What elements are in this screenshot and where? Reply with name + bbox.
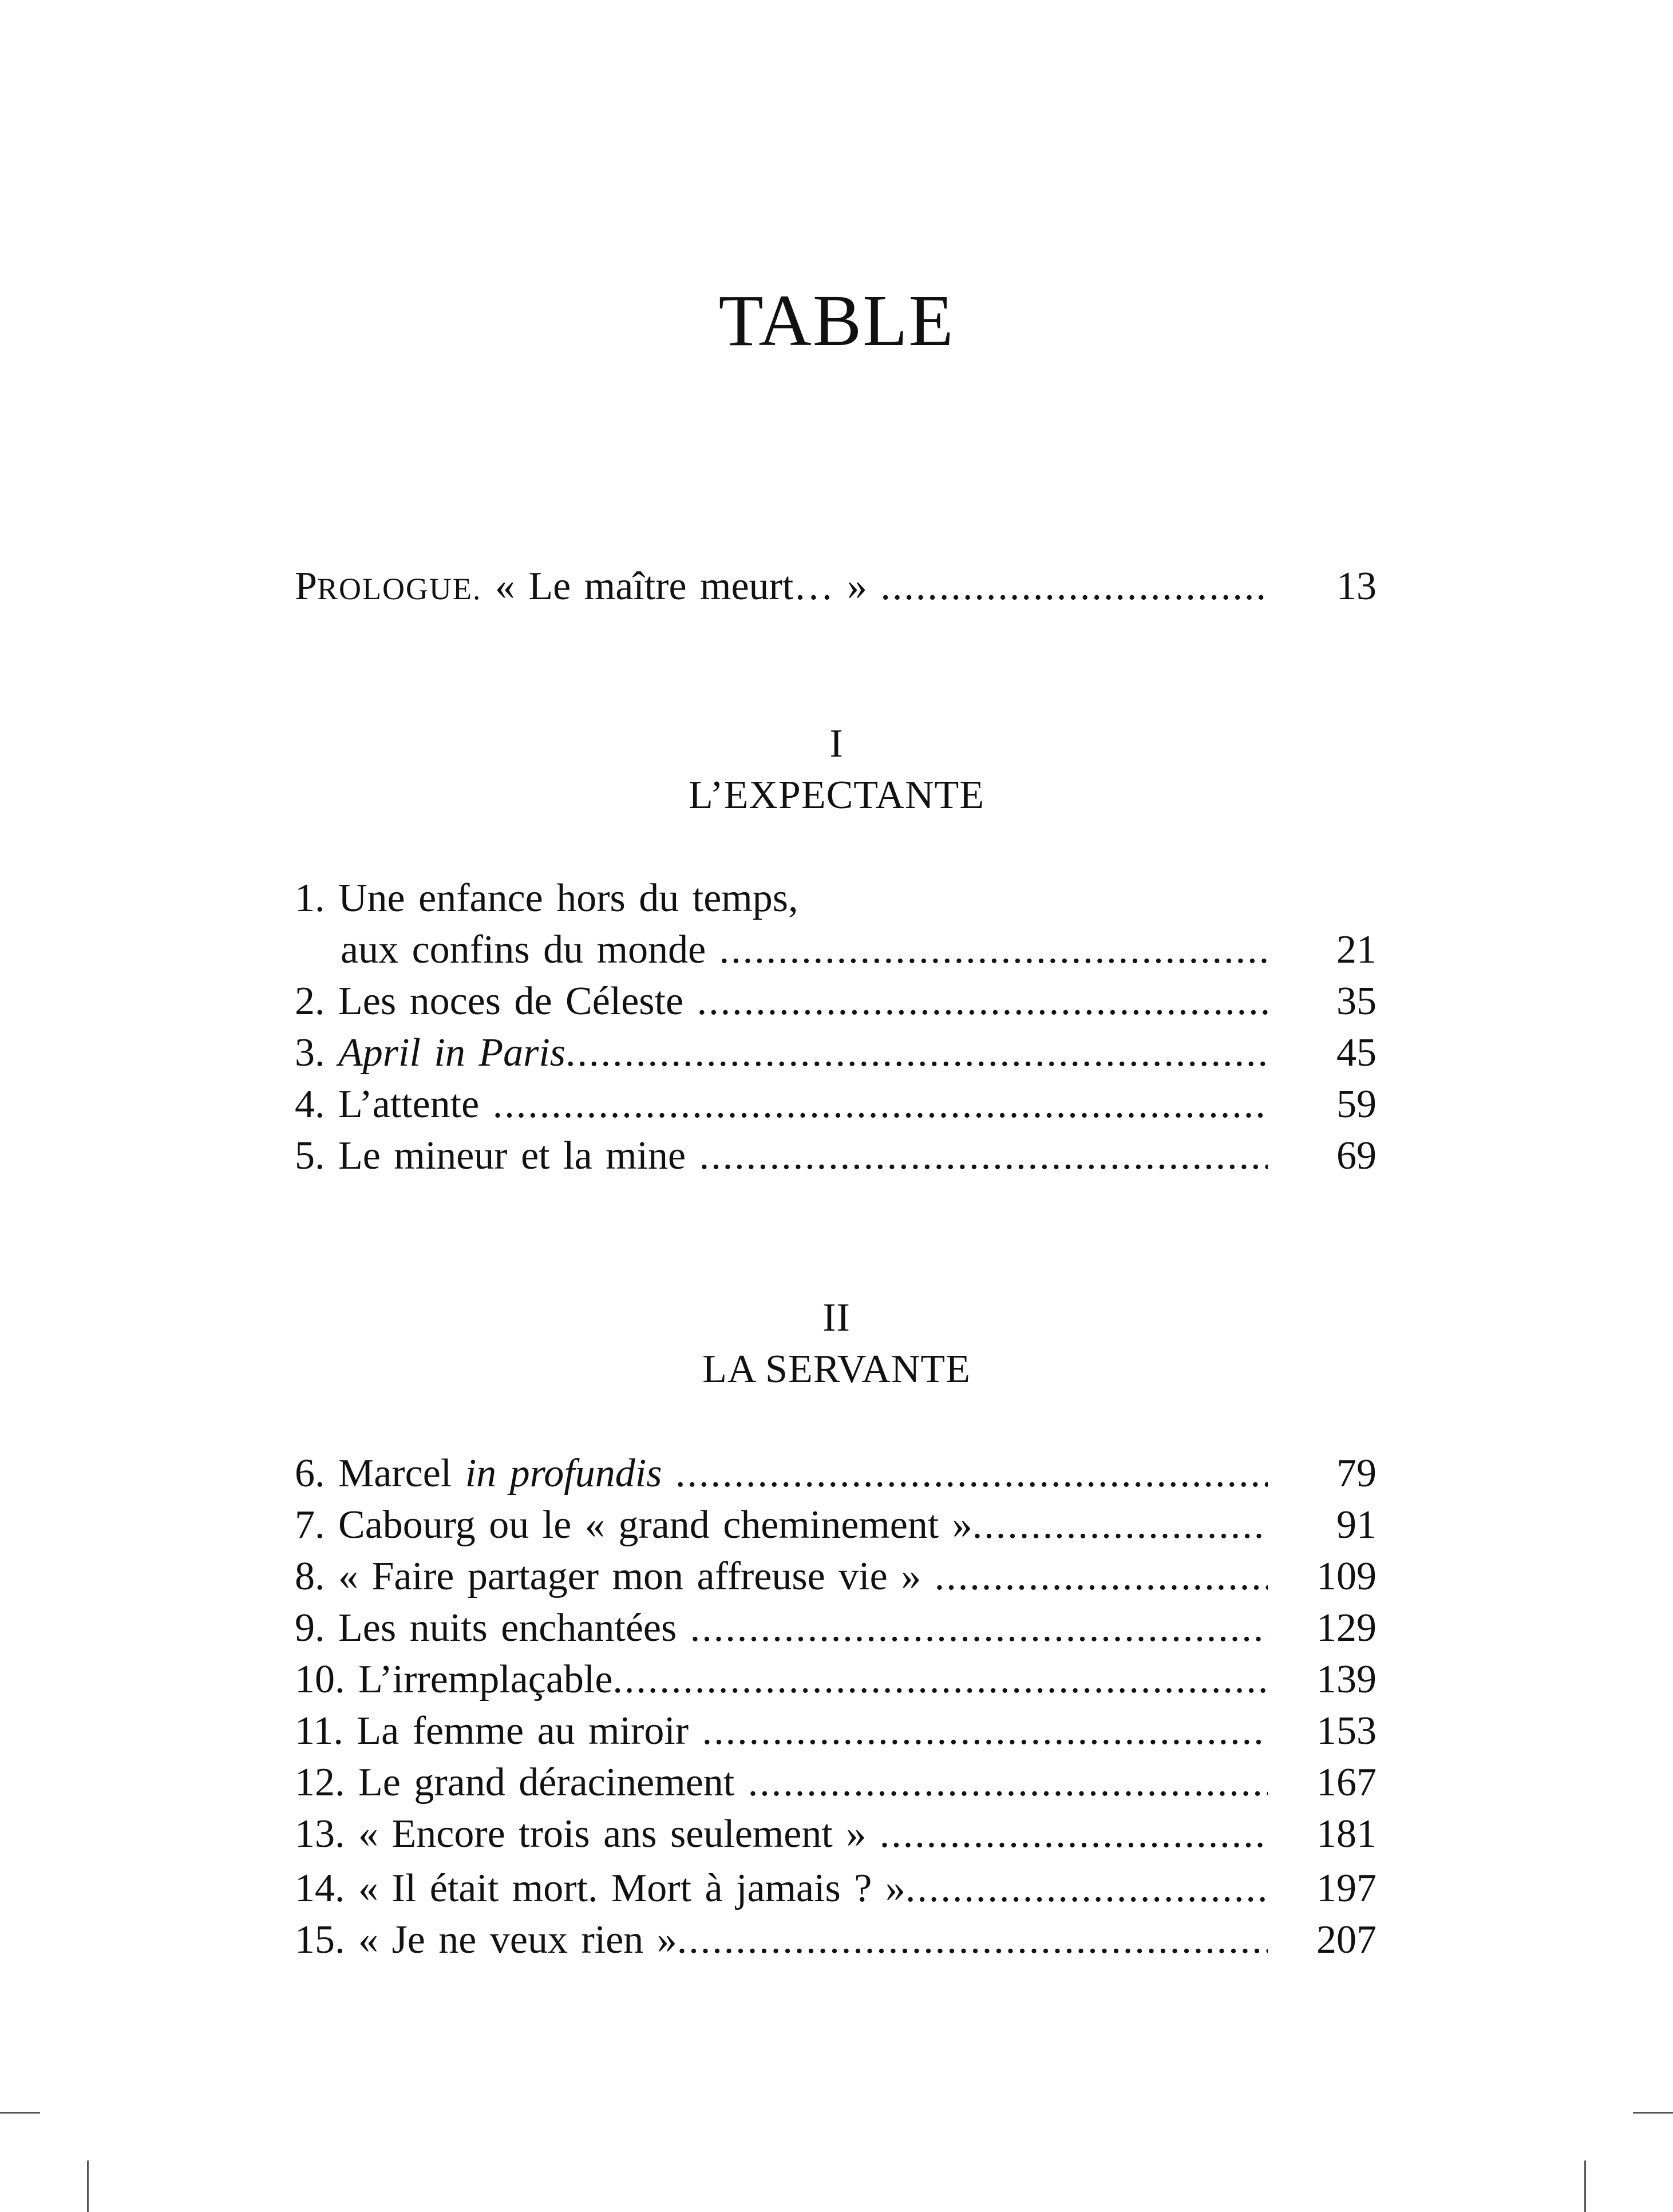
part-number: I: [829, 722, 844, 766]
toc-entry[interactable]: [295, 1448, 1377, 1499]
page-title: TABLE: [718, 280, 955, 361]
toc-entry[interactable]: [295, 1706, 1377, 1757]
toc-entry-title: « Faire partager mon affreuse vie »: [338, 1554, 921, 1598]
toc-entry-text: [295, 1654, 1268, 1706]
part-title: L’EXPECTANTE: [688, 773, 985, 817]
prologue-title: « Le maître meurt… »: [495, 564, 867, 608]
toc-entry-title: April in Paris: [338, 1031, 566, 1075]
toc-entry-text: [295, 1706, 1268, 1757]
toc-entry-number: 6.: [295, 1451, 325, 1495]
toc-entry-prologue[interactable]: [295, 561, 1377, 612]
toc-page-number: 79: [1336, 1451, 1377, 1495]
toc-page-number: 207: [1316, 1918, 1377, 1962]
toc-page-number: 21: [1336, 928, 1377, 972]
toc-entry-number: 11.: [295, 1709, 343, 1753]
toc-entry-text: [295, 1809, 1268, 1860]
toc-entry-title: Le grand déracinement: [358, 1760, 735, 1805]
toc-entry-text: [295, 561, 1268, 612]
toc-entry[interactable]: [295, 1130, 1377, 1182]
toc-page-number: 13: [1336, 564, 1377, 608]
toc-entry-title: Les noces de Céleste: [338, 979, 684, 1023]
toc-entry[interactable]: [295, 1757, 1377, 1809]
toc-entry-title: Le mineur et la mine: [338, 1134, 686, 1178]
toc-entry[interactable]: [295, 1079, 1377, 1130]
toc-entry-number: 13.: [295, 1812, 345, 1856]
toc-entry-title: aux confins du monde: [341, 928, 706, 972]
toc-entry[interactable]: [295, 1602, 1377, 1654]
toc-entry-text: [341, 924, 1268, 976]
toc-entry-number: 5.: [295, 1134, 325, 1178]
toc-entry-text: 1. Une enfance hors du temps,: [295, 876, 798, 920]
part-number: II: [822, 1296, 851, 1340]
toc-entry[interactable]: [295, 1027, 1377, 1079]
toc-entry-continuation[interactable]: [295, 924, 1377, 976]
toc-entry[interactable]: [295, 976, 1377, 1027]
part-title: LA SERVANTE: [702, 1347, 971, 1391]
toc-entry-title: L’irremplaçable: [358, 1657, 613, 1701]
toc-entry-number: 14.: [295, 1866, 345, 1910]
toc-entry-number: 2.: [295, 979, 325, 1023]
toc-entry[interactable]: [295, 1809, 1377, 1860]
toc-entry-number: 9.: [295, 1606, 325, 1650]
toc-entry-text: [295, 1914, 1268, 1966]
toc-entry-text: [295, 1079, 1268, 1130]
toc-entry[interactable]: [295, 1551, 1377, 1602]
toc-entry-number: 3.: [295, 1031, 325, 1075]
toc-page-number: 35: [1336, 979, 1377, 1023]
toc-entry-number: 8.: [295, 1554, 325, 1598]
toc-page-number: 167: [1316, 1760, 1377, 1805]
crop-mark-left-horizontal: [0, 2112, 40, 2114]
toc-entry-title: Cabourg ou le « grand cheminement »: [338, 1503, 972, 1547]
toc-page-number: 69: [1336, 1134, 1377, 1178]
toc-entry-number: 7.: [295, 1503, 325, 1547]
crop-mark-left-vertical: [87, 2160, 89, 2212]
toc-entry-number: 15.: [295, 1918, 345, 1962]
toc-entry-title: Marcel: [338, 1451, 452, 1495]
toc-entry-text: [295, 1602, 1268, 1654]
toc-entry-text: [295, 1027, 1268, 1079]
toc-entry[interactable]: [295, 873, 1377, 924]
prologue-label-rest: ROLOGUE.: [317, 572, 482, 606]
toc-entry-title-italic: in profundis: [465, 1451, 662, 1495]
toc-entry-title: L’attente: [338, 1082, 480, 1126]
toc-page-number: 59: [1336, 1082, 1377, 1126]
toc-entry-number: 12.: [295, 1760, 345, 1805]
prologue-label-initial: P: [295, 564, 317, 608]
toc-entry-number: 10.: [295, 1657, 345, 1701]
toc-entry[interactable]: [295, 1499, 1377, 1551]
toc-entry[interactable]: [295, 1654, 1377, 1706]
toc-entry-text: [295, 1863, 1268, 1914]
toc-entry-title: La femme au miroir: [357, 1709, 689, 1753]
toc-entry-text: [295, 976, 1268, 1027]
toc-entry-number: 4.: [295, 1082, 325, 1126]
toc-entry-text: [295, 1499, 1268, 1551]
crop-mark-right-horizontal: [1633, 2112, 1673, 2114]
toc-page-number: 109: [1316, 1554, 1377, 1598]
toc-entry[interactable]: [295, 1914, 1377, 1966]
toc-entry-title: « Il était mort. Mort à jamais ? »: [358, 1866, 905, 1910]
toc-entry-title: Les nuits enchantées: [338, 1606, 677, 1650]
toc-entry-text: [295, 1551, 1268, 1602]
toc-entry[interactable]: [295, 1863, 1377, 1914]
toc-page-number: 139: [1316, 1657, 1377, 1701]
toc-entry-title: « Encore trois ans seulement »: [358, 1812, 867, 1856]
toc-page-number: 197: [1316, 1866, 1377, 1910]
toc-page-number: 129: [1316, 1606, 1377, 1650]
toc-page-number: 45: [1336, 1031, 1377, 1075]
toc-page-number: 91: [1336, 1503, 1377, 1547]
toc-page-number: 153: [1316, 1709, 1377, 1753]
crop-mark-right-vertical: [1584, 2160, 1586, 2212]
toc-entry-text: [295, 1448, 1268, 1499]
toc-entry-title: « Je ne veux rien »: [358, 1918, 677, 1962]
toc-entry-text: [295, 1757, 1268, 1809]
toc-page-number: 181: [1316, 1812, 1377, 1856]
toc-entry-text: [295, 1130, 1268, 1182]
